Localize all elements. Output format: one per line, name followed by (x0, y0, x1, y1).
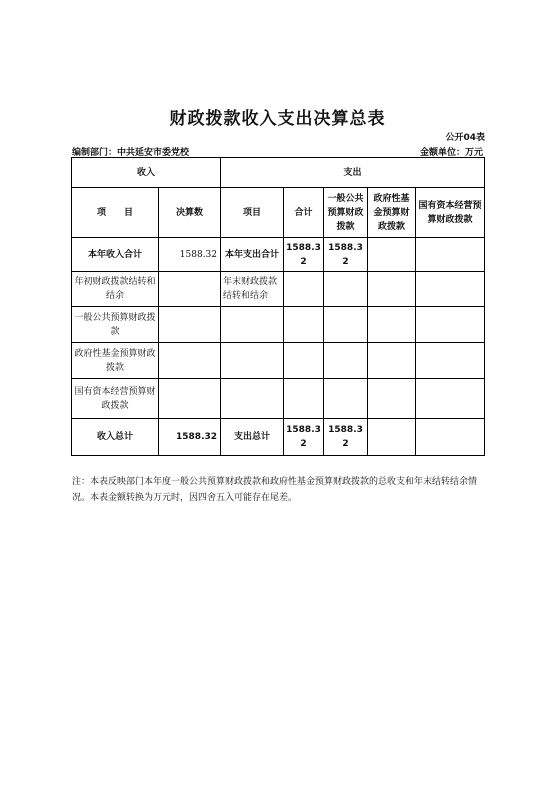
general-budget-header: 一般公共预算财政拨款 (324, 188, 368, 238)
gov-fund-cell (368, 343, 416, 379)
state-capital-cell (416, 272, 485, 307)
header-row-1 (72, 158, 485, 188)
income-amount-cell (159, 379, 221, 419)
table-row (72, 307, 485, 343)
table-row (72, 272, 485, 307)
general-budget-cell (324, 343, 368, 379)
income-item-cell: 政府性基金预算财政拨款 (72, 343, 159, 379)
income-item-cell: 收入总计 (72, 419, 159, 456)
expense-item-cell: 支出总计 (221, 419, 284, 456)
income-item-cell: 国有资本经营预算财政拨款 (72, 379, 159, 419)
expense-item-cell (221, 379, 284, 419)
table-row (72, 343, 485, 379)
gov-fund-cell (368, 379, 416, 419)
income-item-header: 项 目 (72, 188, 159, 238)
expense-item-cell: 年末财政拨款结转和结余 (221, 272, 284, 307)
income-item-cell: 年初财政拨款结转和结余 (72, 272, 159, 307)
general-budget-cell: 1588.32 (324, 419, 368, 456)
compiling-department: 编制部门：中共延安市委党校 (72, 148, 190, 158)
gov-fund-header: 政府性基金预算财政拨款 (368, 188, 416, 238)
amount-unit: 金额单位：万元 (419, 148, 483, 158)
state-capital-cell (416, 343, 485, 379)
expense-item-cell (221, 307, 284, 343)
total-header: 合计 (284, 188, 324, 238)
expense-item-cell: 本年支出合计 (221, 238, 284, 272)
state-capital-cell (416, 419, 485, 456)
expense-item-cell (221, 343, 284, 379)
income-amount-cell (159, 343, 221, 379)
gov-fund-cell (368, 272, 416, 307)
total-cell (284, 343, 324, 379)
gov-fund-cell (368, 419, 416, 456)
table-row (72, 238, 485, 272)
total-cell: 1588.32 (284, 419, 324, 456)
income-amount-cell (159, 272, 221, 307)
header-row-2 (72, 188, 485, 238)
state-capital-cell (416, 307, 485, 343)
gov-fund-cell (368, 238, 416, 272)
table-row (72, 419, 485, 456)
general-budget-cell (324, 379, 368, 419)
total-cell (284, 272, 324, 307)
income-item-cell: 一般公共预算财政拨款 (72, 307, 159, 343)
income-amount-cell: 1588.32 (159, 238, 221, 272)
total-cell: 1588.32 (284, 238, 324, 272)
total-cell (284, 307, 324, 343)
general-budget-cell (324, 272, 368, 307)
general-budget-cell: 1588.32 (324, 238, 368, 272)
income-item-cell: 本年收入合计 (72, 238, 159, 272)
fiscal-appropriation-table (71, 157, 485, 456)
gov-fund-cell (368, 307, 416, 343)
table-row (72, 379, 485, 419)
state-capital-cell (416, 238, 485, 272)
page-title: 财政拨款收入支出决算总表 (169, 109, 386, 129)
state-capital-cell (416, 379, 485, 419)
income-amount-cell (159, 307, 221, 343)
final-amount-header: 决算数 (159, 188, 221, 238)
general-budget-cell (324, 307, 368, 343)
expense-item-header: 项目 (221, 188, 284, 238)
income-amount-cell: 1588.32 (159, 419, 221, 456)
total-cell (284, 379, 324, 419)
state-capital-header: 国有资本经营预算财政拨款 (416, 188, 485, 238)
income-header: 收入 (72, 158, 221, 188)
table-tag: 公开04表 (445, 133, 485, 143)
footnote: 注：本表反映部门本年度一般公共预算财政拨款和政府性基金预算财政拨款的总收支和年末结转结余情况。本表金额转换为万元时，因四舍五入可能存在尾差。 (72, 477, 478, 503)
expense-header: 支出 (221, 158, 485, 188)
